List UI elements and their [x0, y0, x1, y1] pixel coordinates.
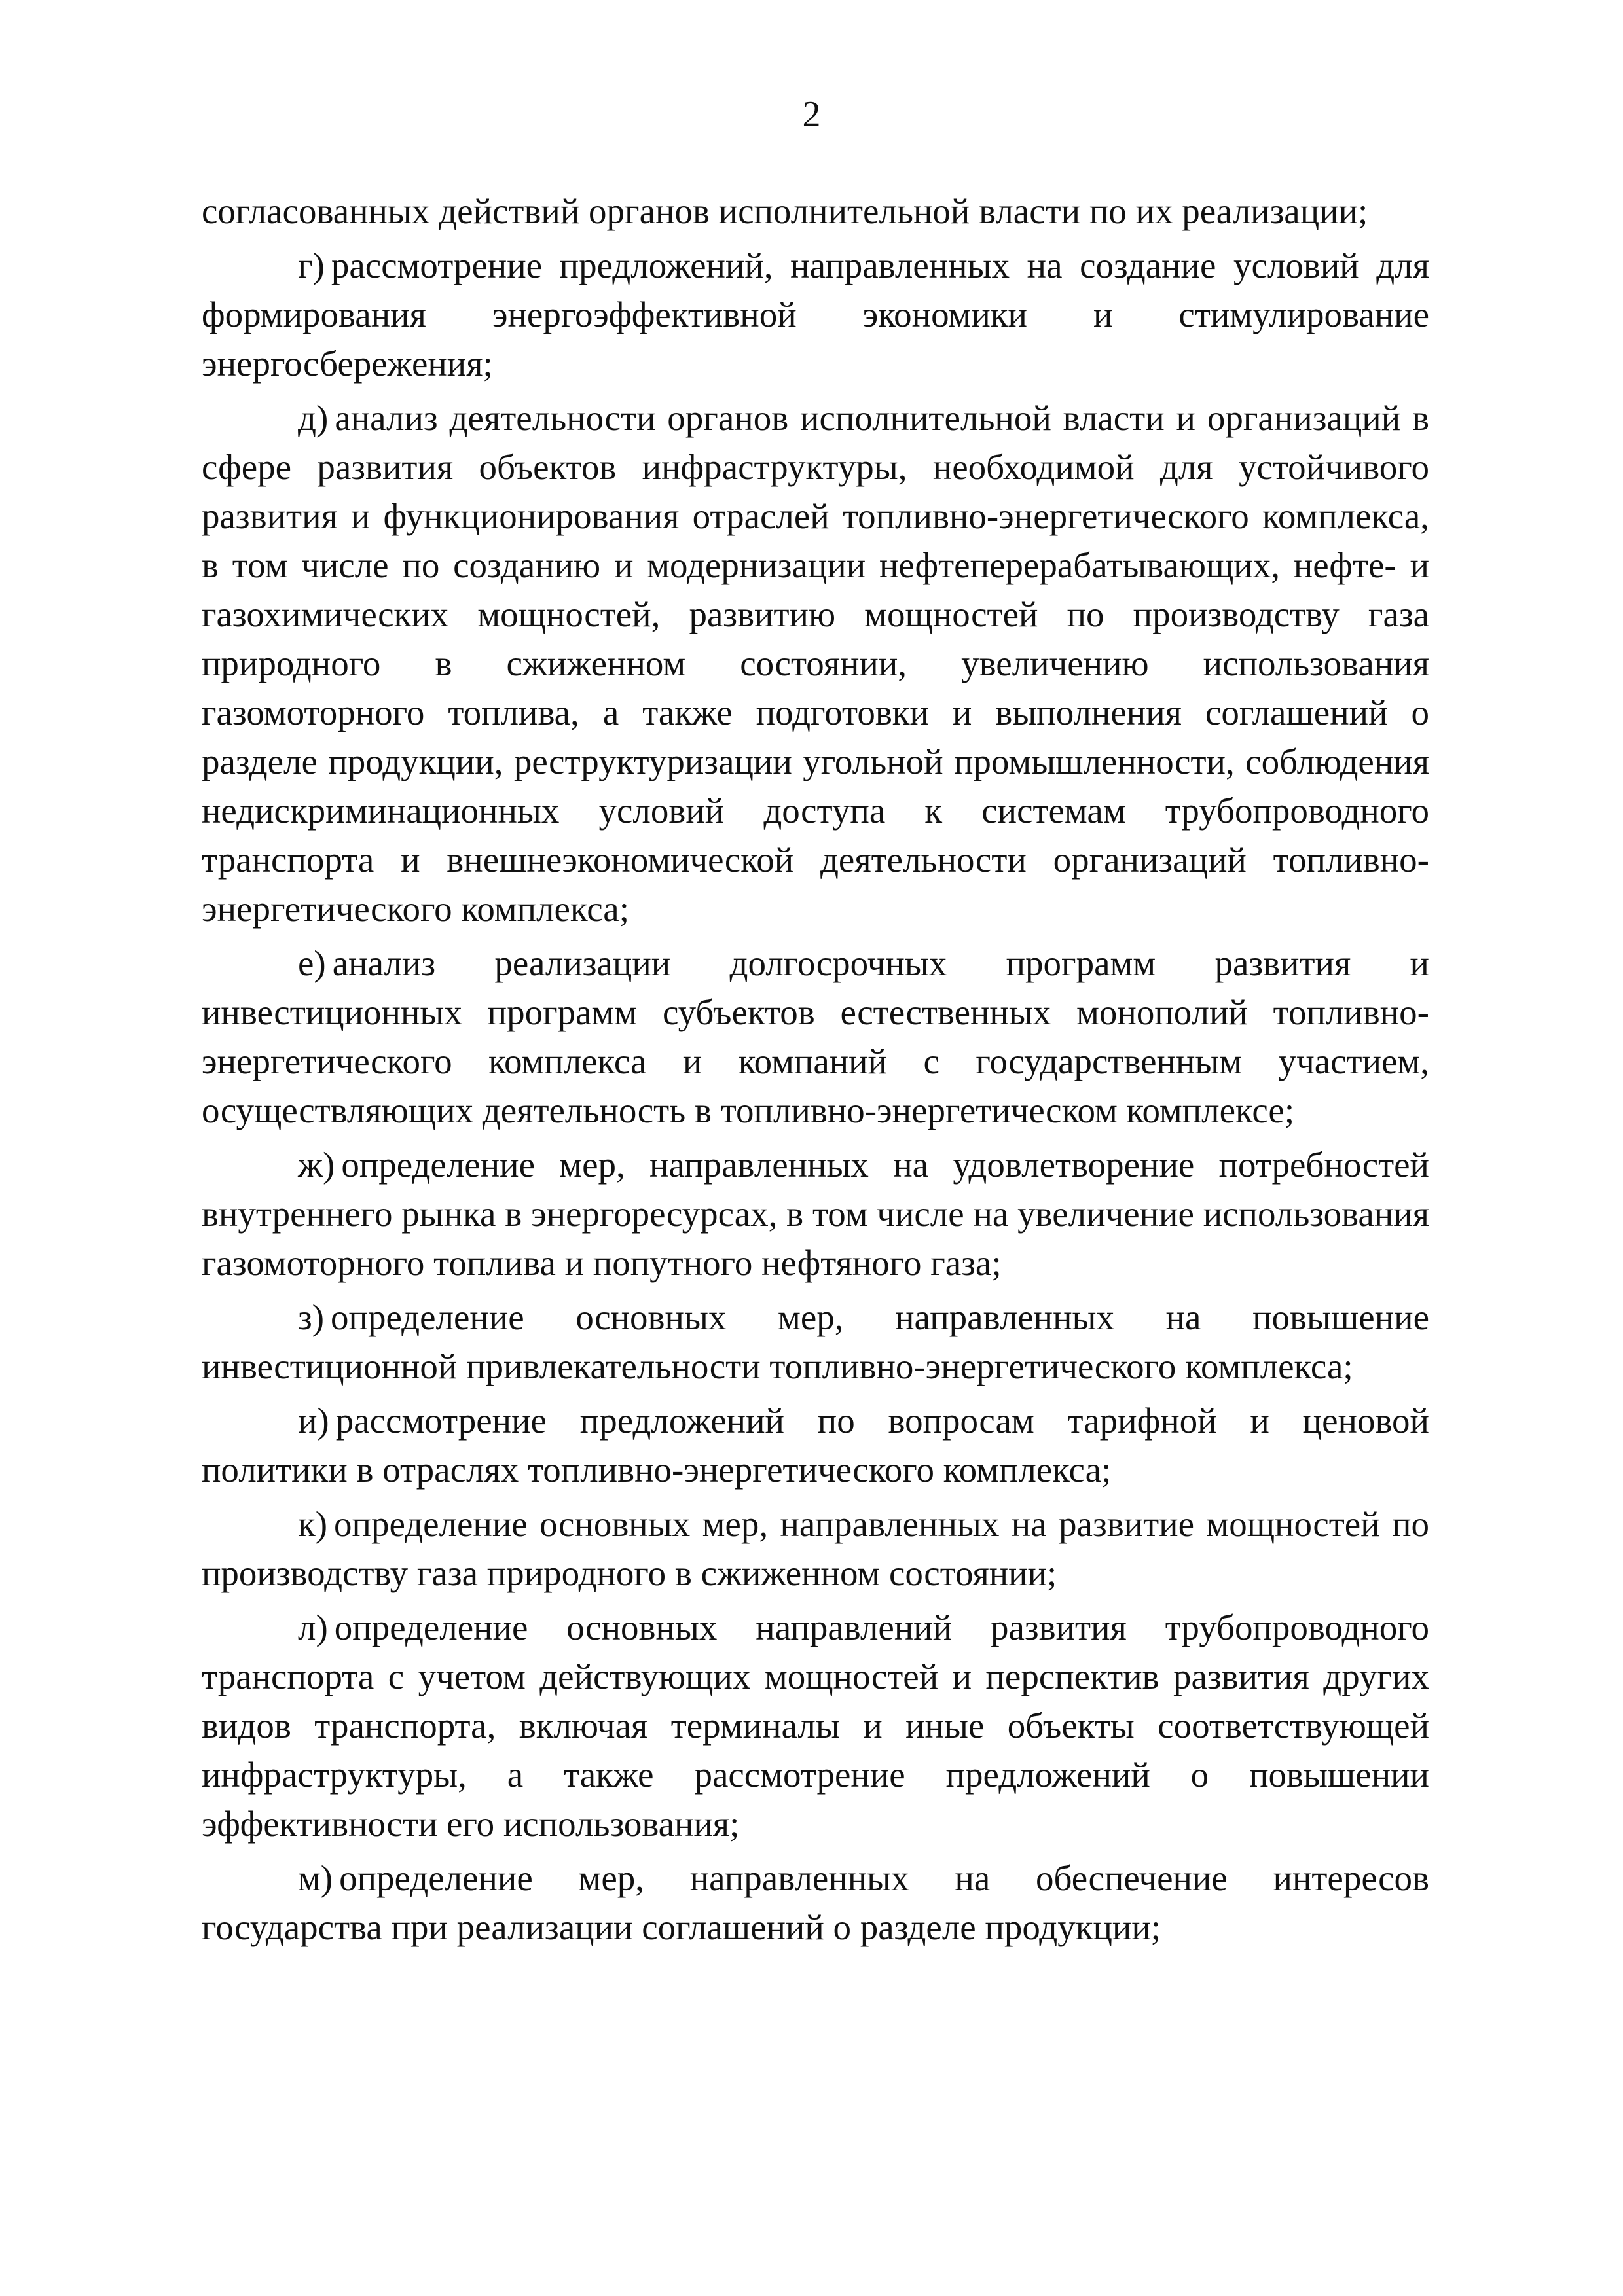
paragraph-text: определение мер, направленных на удовлетворение потребностей внутреннего рынка в энергоресурсах, в том числе на увеличение использования газомоторного топлива и попутного нефтяного газа; [202, 1145, 1429, 1283]
paragraph-l [202, 1603, 1429, 1848]
paragraph-m [202, 1854, 1429, 1952]
list-marker: з) [298, 1297, 325, 1337]
paragraph-text: определение основных мер, направленных на повышение инвестиционной привлекательности топливно-энергетического комплекса; [202, 1297, 1429, 1386]
paragraph-text: определение мер, направленных на обеспечение интересов государства при реализации соглашений о разделе продукции; [202, 1858, 1429, 1947]
list-marker: д) [298, 398, 329, 438]
page-number: 2 [802, 94, 821, 135]
paragraph-text: согласованных действий органов исполнительной власти по их реализации; [202, 191, 1368, 231]
paragraph-g [202, 241, 1429, 388]
paragraph-text: рассмотрение предложений по вопросам тарифной и ценовой политики в отраслях топливно-энергетического комплекса; [202, 1401, 1429, 1490]
paragraph-text: определение основных направлений развития трубопроводного транспорта с учетом действующих мощностей и перспектив развития других видов транспорта, включая терминалы и иные объекты соответствующей инфраструктуры, а также рассмотрение предложений о повышении эффективности его использования; [202, 1607, 1429, 1844]
paragraph-i [202, 1396, 1429, 1494]
list-marker: ж) [298, 1145, 335, 1185]
paragraph-continuation [202, 187, 1429, 236]
list-marker: г) [298, 245, 325, 285]
list-marker: е) [298, 943, 326, 983]
paragraph-k [202, 1499, 1429, 1598]
list-marker: л) [298, 1607, 328, 1647]
paragraph-z [202, 1293, 1429, 1391]
list-marker: к) [298, 1504, 328, 1544]
paragraph-zh [202, 1140, 1429, 1287]
document-body [202, 187, 1429, 1957]
paragraph-e [202, 939, 1429, 1135]
paragraph-d [202, 393, 1429, 933]
paragraph-text: рассмотрение предложений, направленных на создание условий для формирования энергоэффективной экономики и стимулирование энергосбережения; [202, 245, 1429, 384]
paragraph-text: определение основных мер, направленных на развитие мощностей по производству газа природного в сжиженном состоянии; [202, 1504, 1429, 1593]
list-marker: и) [298, 1401, 329, 1441]
list-marker: м) [298, 1858, 333, 1898]
paragraph-text: анализ деятельности органов исполнительной власти и организаций в сфере развития объектов инфраструктуры, необходимой для устойчивого развития и функционирования отраслей топливно-энергетического комплекса, в том числе по созданию и модернизации нефтеперерабатывающих, нефте- и газохимических мощностей, развитию мощностей по производству газа природного в сжиженном состоянии, увеличению использования газомоторного топлива, а также подготовки и выполнения соглашений о разделе продукции, реструктуризации угольной промышленности, соблюдения недискриминационных условий доступа к системам трубопроводного транспорта и внешнеэкономической деятельности организаций топливно-энергетического комплекса; [202, 398, 1429, 929]
paragraph-text: анализ реализации долгосрочных программ развития и инвестиционных программ субъектов естественных монополий топливно-энергетического комплекса и компаний с государственным участием, осуществляющих деятельность в топливно-энергетическом комплексе; [202, 943, 1429, 1130]
